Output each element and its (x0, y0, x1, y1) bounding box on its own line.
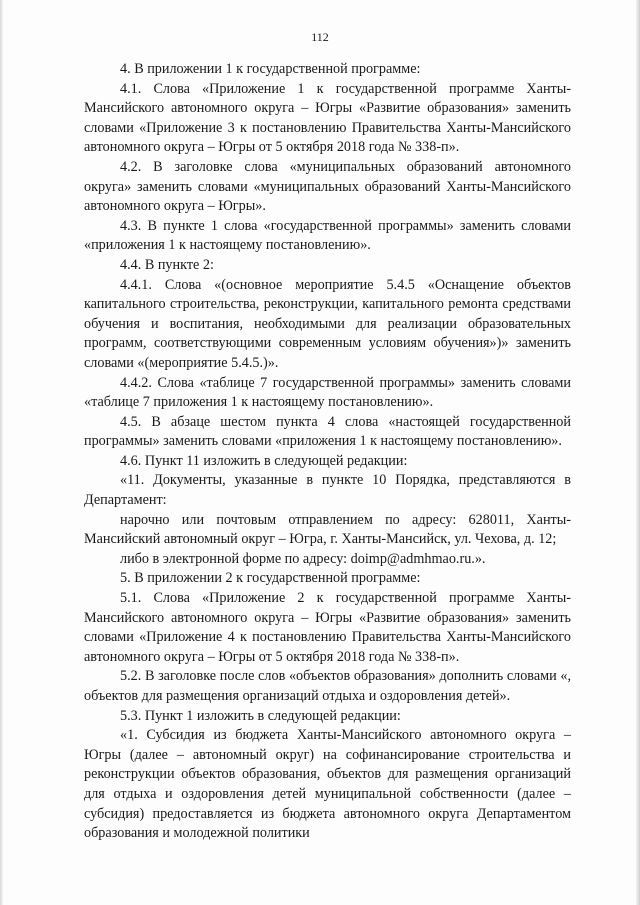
paragraph-item-4: 4. В приложении 1 к государственной программе: (120, 61, 421, 77)
paragraph-item-4-6: 4.6. Пункт 11 изложить в следующей редакции: (120, 452, 408, 469)
paragraph-item-4-5: 4.5. В абзаце шестом пункта 4 слова «настоящей государственной программы» заменить словами «приложения 1 к настоящему постановлению». (84, 413, 571, 450)
paragraph-item-4-2: 4.2. В заголовке слова «муниципальных образований автономного округа» заменить словами «муниципальных образований Ханты-Мансийского автономного округа – Югры». (84, 158, 571, 215)
paragraph-item-5: 5. В приложении 2 к государственной программе: (120, 570, 421, 587)
paragraph-item-5-1: 5.1. Слова «Приложение 2 к государственной программе Ханты-Мансийского автономного округа – Югры «Развитие образования» заменить словами «Приложение 4 к постановлению Правительства Ханты-Мансийского автономного округа – Югры от 5 октября 2018 года № 338-п». (84, 590, 571, 665)
paragraph-item-4-4-2: 4.4.2. Слова «таблице 7 государственной программы» заменить словами «таблице 7 приложения 1 к настоящему постановлению». (84, 374, 571, 411)
paragraph-electronic-address: либо в электронной форме по адресу: doimp@admhmao.ru.». (120, 550, 486, 567)
paragraph-item-4-4: 4.4. В пункте 2: (120, 256, 214, 273)
paragraph-item-5-3: 5.3. Пункт 1 изложить в следующей редакции: (120, 707, 401, 724)
paragraph-item-4-3: 4.3. В пункте 1 слова «государственной программы» заменить словами «приложения 1 к настоящему постановлению». (84, 217, 571, 254)
paragraph-quote-1-subsidy: «1. Субсидия из бюджета Ханты-Мансийского автономного округа – Югры (далее – автономный округ) на софинансирование строительства и реконструкции объектов образования, объектов для размещения организаций для отдыха и оздоровления детей муниципальной собственности (далее – субсидия) предоставляется из бюджета автономного округа Департаментом образования и молодежной политики (84, 727, 571, 842)
paragraph-item-5-2: 5.2. В заголовке после слов «объектов образования» дополнить словами «, объектов для размещения организаций отдыха и оздоровления детей». (84, 668, 571, 704)
paragraph-item-4-1: 4.1. Слова «Приложение 1 к государственной программе Ханты-Мансийского автономного округа – Югры «Развитие образования» заменить словами «Приложение 3 к постановлению Правительства Ханты-Мансийского автономного округа – Югры от 5 октября 2018 года № 338-п». (84, 80, 571, 156)
document-body (84, 60, 571, 844)
paragraph-delivery-address: нарочно или почтовым отправлением по адресу: 628011, Ханты-Мансийский автономный округ – Югра, г. Ханты-Мансийск, ул. Чехова, д. 12; (84, 511, 571, 548)
scan-edge-right (636, 0, 640, 905)
paragraph-quote-11: «11. Документы, указанные в пункте 10 Порядка, представляются в Департамент: (84, 472, 571, 509)
scan-edge-left (0, 0, 3, 905)
page-number: 112 (311, 30, 329, 44)
paragraph-item-4-4-1: 4.4.1. Слова «(основное мероприятие 5.4.5 «Оснащение объектов капитального строительства, реконструкции, капитального ремонта средствами обучения и воспитания, необходимыми для реализации образовательных программ, соответствующими современным условиям обучения»)» заменить словами «(мероприятие 5.4.5.)». (84, 276, 571, 371)
